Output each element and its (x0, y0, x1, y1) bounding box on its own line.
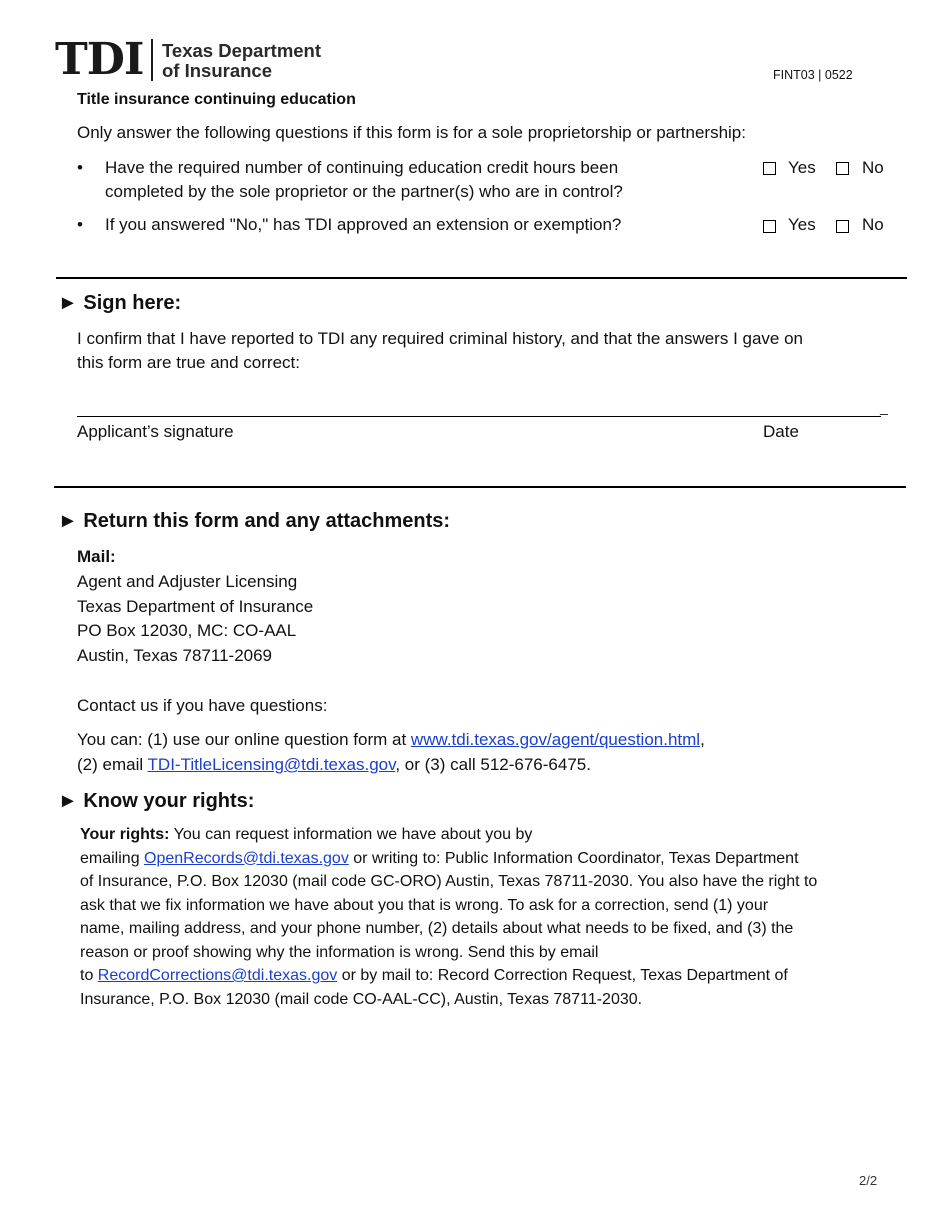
rights-line: reason or proof showing why the information is wrong. Send this by email (80, 943, 599, 961)
page-number: 2/2 (859, 1173, 878, 1188)
signature-line[interactable] (77, 416, 881, 417)
form-number: FINT03 | 0522 (773, 68, 853, 82)
q1-yes-checkbox[interactable] (763, 162, 776, 175)
open-records-email-link[interactable]: OpenRecords@tdi.texas.gov (144, 849, 349, 867)
record-corrections-email-link[interactable]: RecordCorrections@tdi.texas.gov (97, 967, 338, 984)
rights-text: You can request information we have about you by (169, 826, 533, 843)
section-divider (54, 486, 906, 488)
contact-line-2 (77, 753, 591, 777)
sign-heading: ► Sign here: (58, 292, 182, 314)
mailing-address (77, 570, 313, 669)
rights-text: or writing to: Public Information Coordinator, Texas Department (348, 849, 799, 867)
logo-line-2: of Insurance (162, 60, 272, 81)
licensing-email-link[interactable]: TDI-TitleLicensing@tdi.texas.gov (147, 755, 396, 774)
rights-line: ask that we fix information we have about you that is wrong. To ask for a correction, send (1) your (80, 896, 769, 914)
address-line: Texas Department of Insurance (77, 596, 314, 616)
question-form-link[interactable]: www.tdi.texas.gov/agent/question.html (410, 730, 701, 749)
ce-intro: Only answer the following questions if this form is for a sole proprietorship or partnership: (77, 123, 746, 142)
rights-line: Insurance, P.O. Box 12030 (mail code CO-AAL-CC), Austin, Texas 78711-2030. (80, 990, 643, 1008)
address-line: Austin, Texas 78711-2069 (77, 646, 273, 666)
return-heading: ► Return this form and any attachments: (58, 510, 451, 532)
mail-label: Mail: (77, 547, 116, 566)
contact-intro: Contact us if you have questions: (77, 696, 328, 715)
question-2: If you answered "No," has TDI approved an extension or exemption? (105, 215, 622, 234)
rights-text: to (80, 967, 98, 984)
confirm-statement-line-2: this form are true and correct: (77, 353, 300, 372)
date-label: Date (763, 422, 799, 441)
rights-paragraph (80, 823, 817, 1011)
confirm-statement (77, 327, 803, 375)
signature-label: Applicant’s signature (77, 422, 234, 441)
section-divider (56, 277, 907, 279)
contact-text: You can: (1) use our online question form at (77, 730, 411, 749)
address-line: Agent and Adjuster Licensing (77, 572, 298, 591)
question-1-line-1: Have the required number of continuing education credit hours been (105, 158, 619, 177)
q2-no-checkbox[interactable] (836, 220, 849, 233)
q1-yes-label: Yes (788, 158, 816, 177)
ce-section-title: Title insurance continuing education (77, 91, 356, 108)
logo-divider (151, 39, 153, 81)
rights-line (80, 823, 817, 847)
rights-text: or by mail to: Record Correction Request, Texas Department of (337, 967, 788, 984)
logo-agency-name (162, 41, 321, 81)
rights-line: of Insurance, P.O. Box 12030 (mail code GC-ORO) Austin, Texas 78711-2030. You also have the right to (80, 873, 818, 890)
bullet: • (77, 158, 83, 177)
rights-line (80, 847, 817, 871)
rights-line (80, 964, 817, 988)
rights-label: Your rights: (80, 826, 170, 843)
rights-line: name, mailing address, and your phone number, (2) details about what needs to be fixed, and (3) the (80, 920, 794, 937)
address-line: PO Box 12030, MC: CO-AAL (77, 621, 297, 641)
q2-no-label: No (862, 215, 884, 234)
q1-no-checkbox[interactable] (836, 162, 849, 175)
rights-text: emailing (80, 849, 145, 867)
question-1 (105, 156, 623, 204)
question-1-line-2: completed by the sole proprietor or the partner(s) who are in control? (105, 182, 623, 201)
tdi-logo: TDI (55, 34, 144, 85)
contact-text: , or (3) call 512-676-6475. (395, 755, 591, 774)
confirm-statement-line-1: I confirm that I have reported to TDI any required criminal history, and that the answers I gave on (77, 329, 804, 348)
rights-heading: ► Know your rights: (58, 790, 255, 812)
q1-no-label: No (862, 158, 884, 177)
bullet: • (77, 215, 83, 234)
q2-yes-label: Yes (788, 215, 816, 234)
logo-line-1: Texas Department (162, 40, 322, 61)
signature-line-end: _ (880, 399, 888, 415)
comma: , (700, 730, 705, 749)
contact-line-1 (77, 728, 705, 752)
contact-text: (2) email (77, 755, 148, 774)
q2-yes-checkbox[interactable] (763, 220, 776, 233)
